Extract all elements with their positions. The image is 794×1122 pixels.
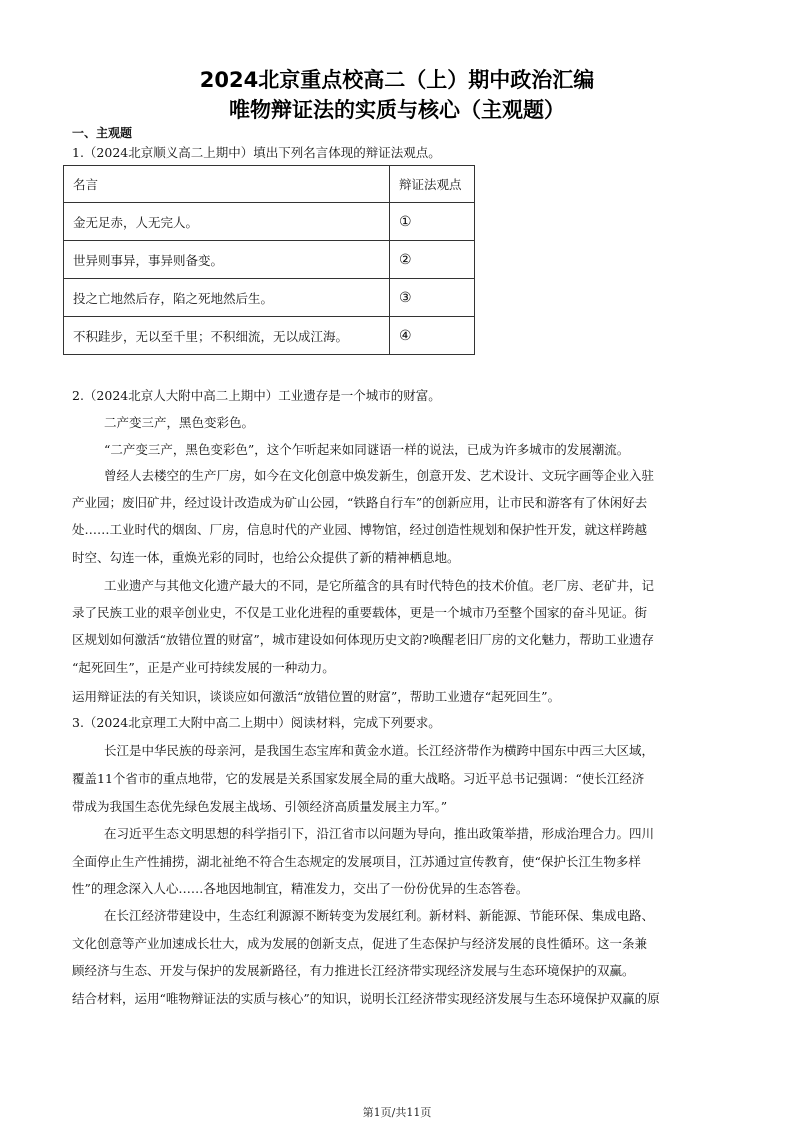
page-subtitle: 唯物辩证法的实质与核心（主观题） bbox=[229, 98, 565, 122]
page-footer: 第1页/共11页 bbox=[362, 1106, 432, 1119]
q2-line: 区规划如何激活“放错位置的财富”，城市建设如何体现历史文韵?唤醒老旧厂房的文化魅力，帮助工业遗存 bbox=[72, 632, 654, 647]
q2-question: 运用辩证法的有关知识，谈谈应如何激活“放错位置的财富”，帮助工业遗存“起死回生”。 bbox=[72, 689, 561, 704]
q3-question: 结合材料，运用“唯物辩证法的实质与核心”的知识，说明长江经济带实现经济发展与生态环境保护双赢的原 bbox=[72, 991, 660, 1006]
q2-line: 时空、勾连一体，重焕光彩的同时，也给公众提供了新的精神栖息地。 bbox=[72, 550, 460, 565]
answer-blank: ② bbox=[390, 241, 475, 279]
header-quote: 名言 bbox=[64, 166, 390, 203]
q1-table bbox=[63, 165, 475, 355]
q3-line: 文化创意等产业加速成长壮大，成为发展的创新支点，促进了生态保护与经济发展的良性循环。这一条兼 bbox=[72, 936, 648, 951]
table-row bbox=[64, 279, 475, 317]
section-heading: 一、主观题 bbox=[72, 126, 133, 140]
quote-cell: 金无足赤，人无完人。 bbox=[64, 203, 390, 241]
q3-stem: 3.（2024北京理工大附中高二上期中）阅读材料，完成下列要求。 bbox=[72, 715, 441, 730]
q2-line: “二产变三产，黑色变彩色”，这个乍听起来如同谜语一样的说法，已成为许多城市的发展潮流。 bbox=[104, 442, 630, 457]
q2-stem: 2.（2024北京人大附中高二上期中）工业遗存是一个城市的财富。 bbox=[72, 388, 441, 403]
answer-blank: ① bbox=[390, 203, 475, 241]
q2-line: 二产变三产，黑色变彩色。 bbox=[104, 415, 255, 430]
q2-line: 产业园；废旧矿井，经过设计改造成为矿山公园，“铁路自行车”的创新应用，让市民和游客有了休闲好去 bbox=[72, 495, 648, 510]
q3-line: 带成为我国生态优先绿色发展主战场、引领经济高质量发展主力军。” bbox=[72, 799, 448, 814]
q2-line: 录了民族工业的艰辛创业史，不仅是工业化进程的重要载体，更是一个城市乃至整个国家的奋斗见证。街 bbox=[72, 605, 648, 620]
page-title: 2024北京重点校高二（上）期中政治汇编 bbox=[199, 68, 595, 92]
answer-blank: ④ bbox=[390, 317, 475, 355]
quote-cell: 世异则事异，事异则备变。 bbox=[64, 241, 390, 279]
quote-cell: 不积跬步，无以至千里；不积细流，无以成江海。 bbox=[64, 317, 390, 355]
q3-line: 全面停止生产性捕捞，湖北祉绝不符合生态规定的发展项目，江苏通过宣传教育，使“保护长江生物多样 bbox=[72, 854, 641, 869]
table-header-row bbox=[64, 166, 475, 203]
quote-cell: 投之亡地然后存，陷之死地然后生。 bbox=[64, 279, 390, 317]
q3-line: 在习近平生态文明思想的科学指引下，沿江省市以问题为导向，推出政策举措，形成治理合力。四川 bbox=[104, 826, 655, 841]
q3-line: 性”的理念深入人心……各地因地制宜，精准发力，交出了一份份优异的生态答卷。 bbox=[72, 881, 529, 896]
q2-line: 曾经人去楼空的生产厂房，如今在文化创意中焕发新生，创意开发、艺术设计、文玩字画等企业入驻 bbox=[104, 468, 655, 483]
q2-line: “起死回生”，正是产业可持续发展的一种动力。 bbox=[72, 660, 335, 675]
q1-stem: 1.（2024北京顺义高二上期中）填出下列名言体现的辩证法观点。 bbox=[72, 145, 441, 160]
header-viewpoint: 辩证法观点 bbox=[390, 166, 475, 203]
table-row bbox=[64, 241, 475, 279]
q2-line: 处……工业时代的烟囱、厂房，信息时代的产业园、博物馆，经过创造性规划和保护性开发，就这样跨越 bbox=[72, 522, 648, 537]
table-row bbox=[64, 203, 475, 241]
q3-line: 顾经济与生态、开发与保护的发展新路径，有力推进长江经济带实现经济发展与生态环境保护的双赢。 bbox=[72, 963, 635, 978]
answer-blank: ③ bbox=[390, 279, 475, 317]
q2-line: 工业遗产与其他文化遗产最大的不同，是它所蕴含的具有时代特色的技术价值。老厂房、老矿井，记 bbox=[104, 578, 655, 593]
q3-line: 在长江经济带建设中，生态红利源源不断转变为发展红利。新材料、新能源、节能环保、集成电路、 bbox=[104, 908, 655, 923]
q3-line: 覆盖11个省市的重点地带，它的发展是关系国家发展全局的重大战略。习近平总书记强调：“使长江经济 bbox=[72, 771, 645, 786]
q3-line: 长江是中华民族的母亲河，是我国生态宝库和黄金水道。长江经济带作为横跨中国东中西三大区域， bbox=[104, 743, 655, 758]
table-row bbox=[64, 317, 475, 355]
